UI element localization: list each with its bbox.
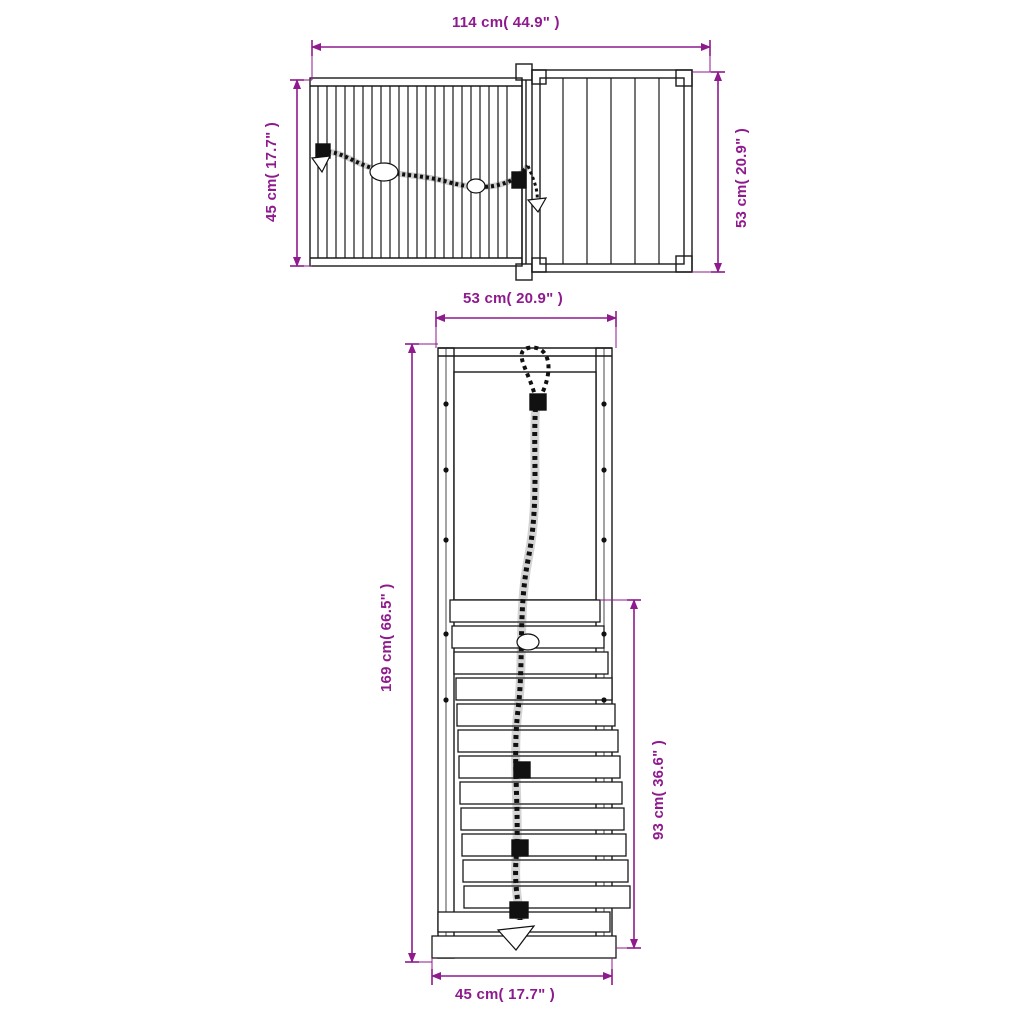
dimension-label-width-front: 53 cm( 20.9" )	[463, 290, 563, 307]
dimension-label-depth-right: 53 cm( 20.9" )	[733, 128, 750, 228]
dimension-label-base-width: 45 cm( 17.7" )	[455, 986, 555, 1003]
dimension-label-height-ramp: 93 cm( 36.6" )	[650, 740, 667, 840]
dimension-label-height-total: 169 cm( 66.5" )	[378, 583, 395, 693]
top-view-group	[310, 64, 692, 280]
front-view-group	[432, 348, 630, 958]
dimension-label-width-top: 114 cm( 44.9" )	[452, 14, 560, 31]
dimension-label-depth-left: 45 cm( 17.7" )	[263, 122, 280, 222]
